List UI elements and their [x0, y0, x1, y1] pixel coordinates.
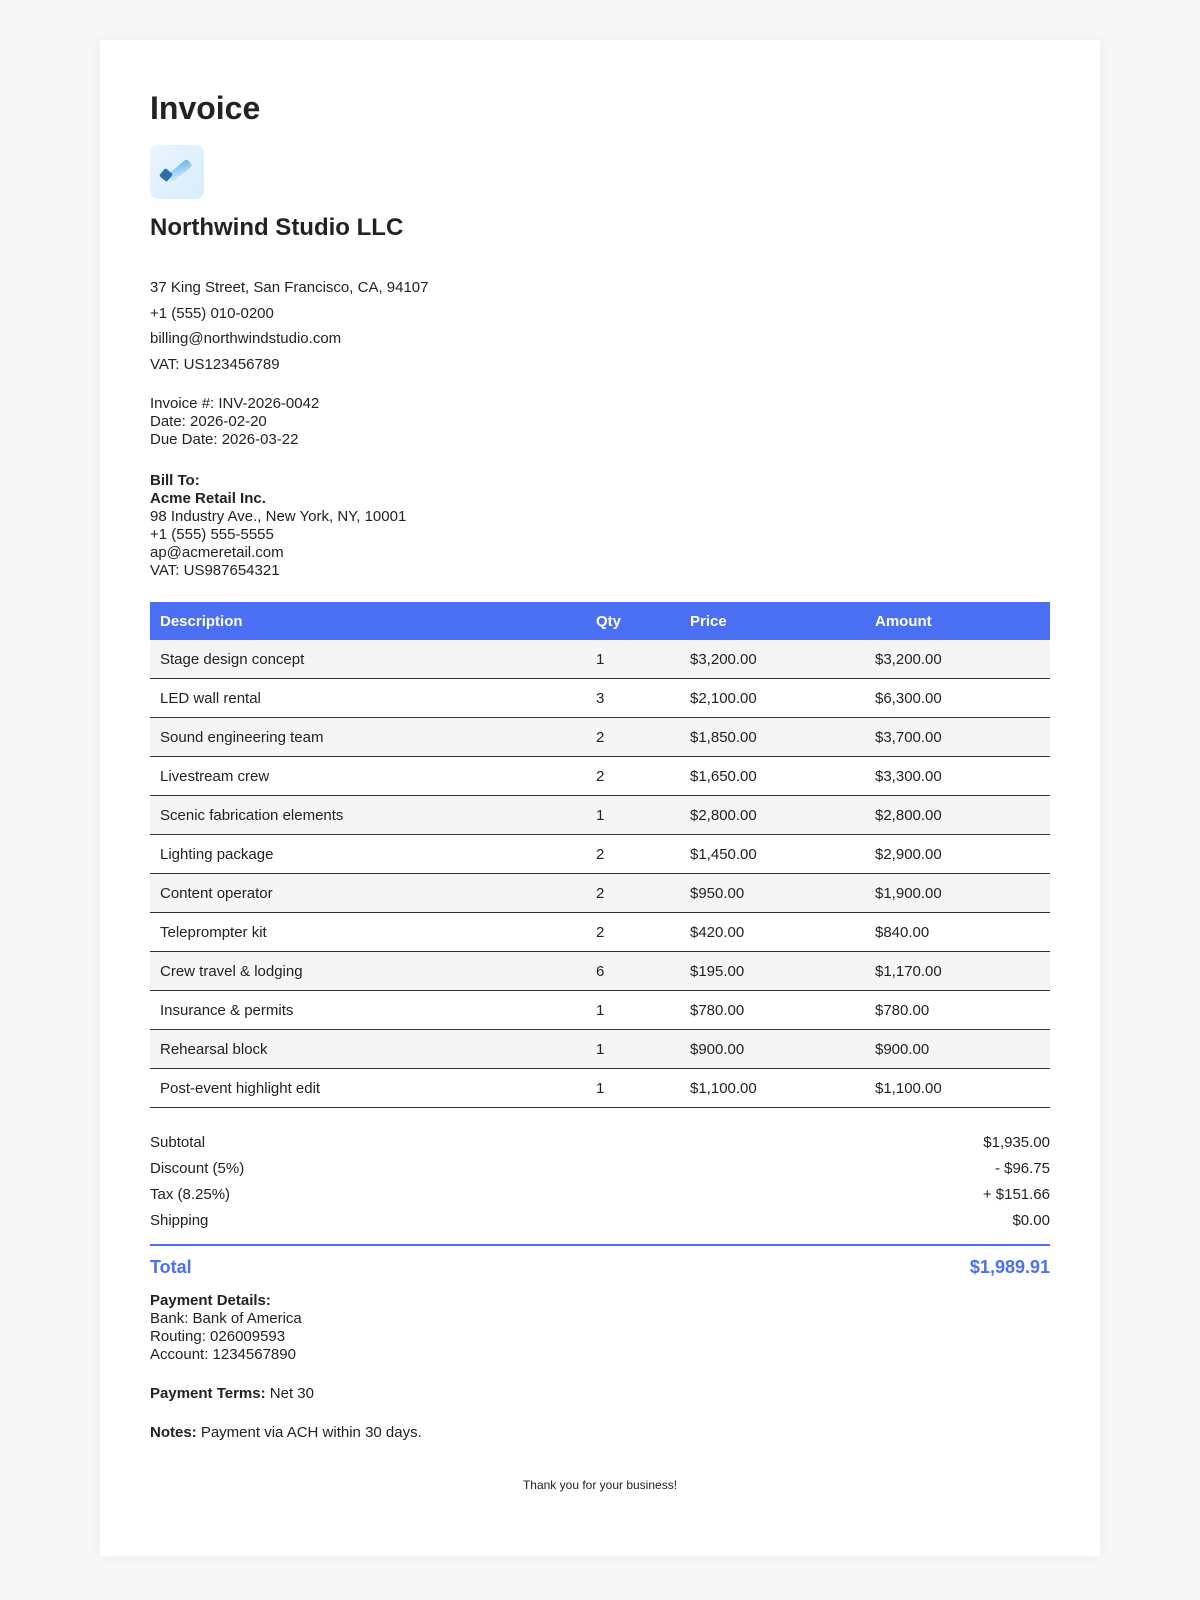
table-row [150, 640, 1050, 679]
cell-description: Post-event highlight edit [150, 1069, 586, 1108]
cell-description: Sound engineering team [150, 718, 586, 757]
cell-price: $3,200.00 [680, 640, 865, 679]
cell-description: Stage design concept [150, 640, 586, 679]
shipping-label: Shipping [150, 1212, 209, 1229]
cell-qty: 6 [586, 952, 680, 991]
cell-qty: 1 [586, 640, 680, 679]
client-email: ap@acmeretail.com [150, 544, 284, 561]
table-row [150, 913, 1050, 952]
table-row [150, 991, 1050, 1030]
cell-price: $900.00 [680, 1030, 865, 1069]
seller-vat: VAT: US123456789 [150, 355, 280, 373]
client-name: Acme Retail Inc. [150, 490, 266, 507]
payment-routing: Routing: 026009593 [150, 1328, 286, 1345]
notes-label: Notes: [150, 1424, 197, 1441]
cell-qty: 1 [586, 1069, 680, 1108]
cell-qty: 3 [586, 679, 680, 718]
table-header-row [150, 602, 1050, 640]
invoice-number: Invoice #: INV-2026-0042 [150, 395, 320, 412]
cell-amount: $900.00 [865, 1030, 1050, 1069]
seller-address: 37 King Street, San Francisco, CA, 94107 [150, 279, 429, 296]
cell-qty: 1 [586, 991, 680, 1030]
header-qty: Qty [586, 602, 680, 640]
payment-details-label: Payment Details: [150, 1292, 271, 1309]
cell-description: Scenic fabrication elements [150, 796, 586, 835]
notes [150, 1424, 1050, 1442]
discount-row [150, 1156, 1050, 1182]
header-amount: Amount [865, 602, 1050, 640]
cell-qty: 2 [586, 874, 680, 913]
seller-email: billing@northwindstudio.com [150, 330, 342, 347]
invoice-due-date: Due Date: 2026-03-22 [150, 431, 299, 448]
invoice-meta [150, 395, 1050, 449]
notes-value: Payment via ACH within 30 days. [196, 1424, 422, 1441]
cell-description: Teleprompter kit [150, 913, 586, 952]
cell-amount: $1,100.00 [865, 1069, 1050, 1108]
table-row [150, 874, 1050, 913]
cell-qty: 2 [586, 913, 680, 952]
cell-amount: $3,300.00 [865, 757, 1050, 796]
payment-bank: Bank: Bank of America [150, 1310, 302, 1327]
table-row [150, 757, 1050, 796]
cell-price: $420.00 [680, 913, 865, 952]
cell-amount: $840.00 [865, 913, 1050, 952]
discount-label: Discount (5%) [150, 1160, 245, 1177]
cell-description: Content operator [150, 874, 586, 913]
cell-price: $2,800.00 [680, 796, 865, 835]
checkmark-logo-icon [150, 145, 204, 199]
cell-amount: $2,800.00 [865, 796, 1050, 835]
cell-qty: 1 [586, 796, 680, 835]
header-price: Price [680, 602, 865, 640]
discount-value: - $96.75 [994, 1160, 1050, 1177]
cell-description: Crew travel & lodging [150, 952, 586, 991]
payment-details [150, 1292, 1050, 1364]
header-description: Description [150, 602, 586, 640]
cell-qty: 1 [586, 1030, 680, 1069]
grand-total-row [150, 1244, 1050, 1278]
tax-value: + $151.66 [982, 1186, 1050, 1203]
client-vat: VAT: US987654321 [150, 562, 280, 579]
table-row [150, 952, 1050, 991]
cell-description: Rehearsal block [150, 1030, 586, 1069]
bill-to [150, 472, 1050, 580]
table-row [150, 1069, 1050, 1108]
total-value: $1,989.91 [969, 1257, 1050, 1277]
cell-amount: $3,200.00 [865, 640, 1050, 679]
subtotal-label: Subtotal [150, 1134, 206, 1151]
table-row [150, 679, 1050, 718]
seller-info [150, 275, 1050, 377]
bill-to-label: Bill To: [150, 472, 200, 489]
table-row [150, 835, 1050, 874]
line-items-table [150, 602, 1050, 1108]
cell-price: $1,850.00 [680, 718, 865, 757]
total-label: Total [150, 1257, 192, 1277]
totals-section [150, 1130, 1050, 1234]
payment-terms-label: Payment Terms: [150, 1385, 266, 1402]
payment-terms-value: Net 30 [265, 1385, 314, 1402]
footer-message: Thank you for your business! [522, 1478, 678, 1492]
tax-label: Tax (8.25%) [150, 1186, 231, 1203]
seller-name: Northwind Studio LLC [150, 214, 404, 241]
payment-terms [150, 1385, 1050, 1403]
cell-description: Insurance & permits [150, 991, 586, 1030]
cell-amount: $3,700.00 [865, 718, 1050, 757]
shipping-value: $0.00 [1012, 1212, 1050, 1229]
page-title: Invoice [150, 90, 261, 126]
cell-price: $1,650.00 [680, 757, 865, 796]
cell-qty: 2 [586, 757, 680, 796]
invoice-page [100, 40, 1100, 1556]
cell-amount: $1,170.00 [865, 952, 1050, 991]
table-row [150, 718, 1050, 757]
client-phone: +1 (555) 555-5555 [150, 526, 274, 543]
cell-price: $780.00 [680, 991, 865, 1030]
payment-account: Account: 1234567890 [150, 1346, 296, 1363]
subtotal-row [150, 1130, 1050, 1156]
cell-description: Livestream crew [150, 757, 586, 796]
company-logo [150, 145, 204, 199]
shipping-row [150, 1208, 1050, 1234]
cell-amount: $1,900.00 [865, 874, 1050, 913]
subtotal-value: $1,935.00 [983, 1134, 1050, 1151]
cell-price: $950.00 [680, 874, 865, 913]
cell-price: $1,450.00 [680, 835, 865, 874]
cell-description: Lighting package [150, 835, 586, 874]
table-row [150, 1030, 1050, 1069]
cell-price: $2,100.00 [680, 679, 865, 718]
cell-amount: $2,900.00 [865, 835, 1050, 874]
cell-description: LED wall rental [150, 679, 586, 718]
cell-amount: $780.00 [865, 991, 1050, 1030]
cell-qty: 2 [586, 835, 680, 874]
tax-row [150, 1182, 1050, 1208]
client-address: 98 Industry Ave., New York, NY, 10001 [150, 508, 407, 525]
cell-price: $195.00 [680, 952, 865, 991]
seller-phone: +1 (555) 010-0200 [150, 304, 274, 322]
cell-amount: $6,300.00 [865, 679, 1050, 718]
cell-price: $1,100.00 [680, 1069, 865, 1108]
cell-qty: 2 [586, 718, 680, 757]
invoice-date: Date: 2026-02-20 [150, 413, 267, 430]
table-row [150, 796, 1050, 835]
